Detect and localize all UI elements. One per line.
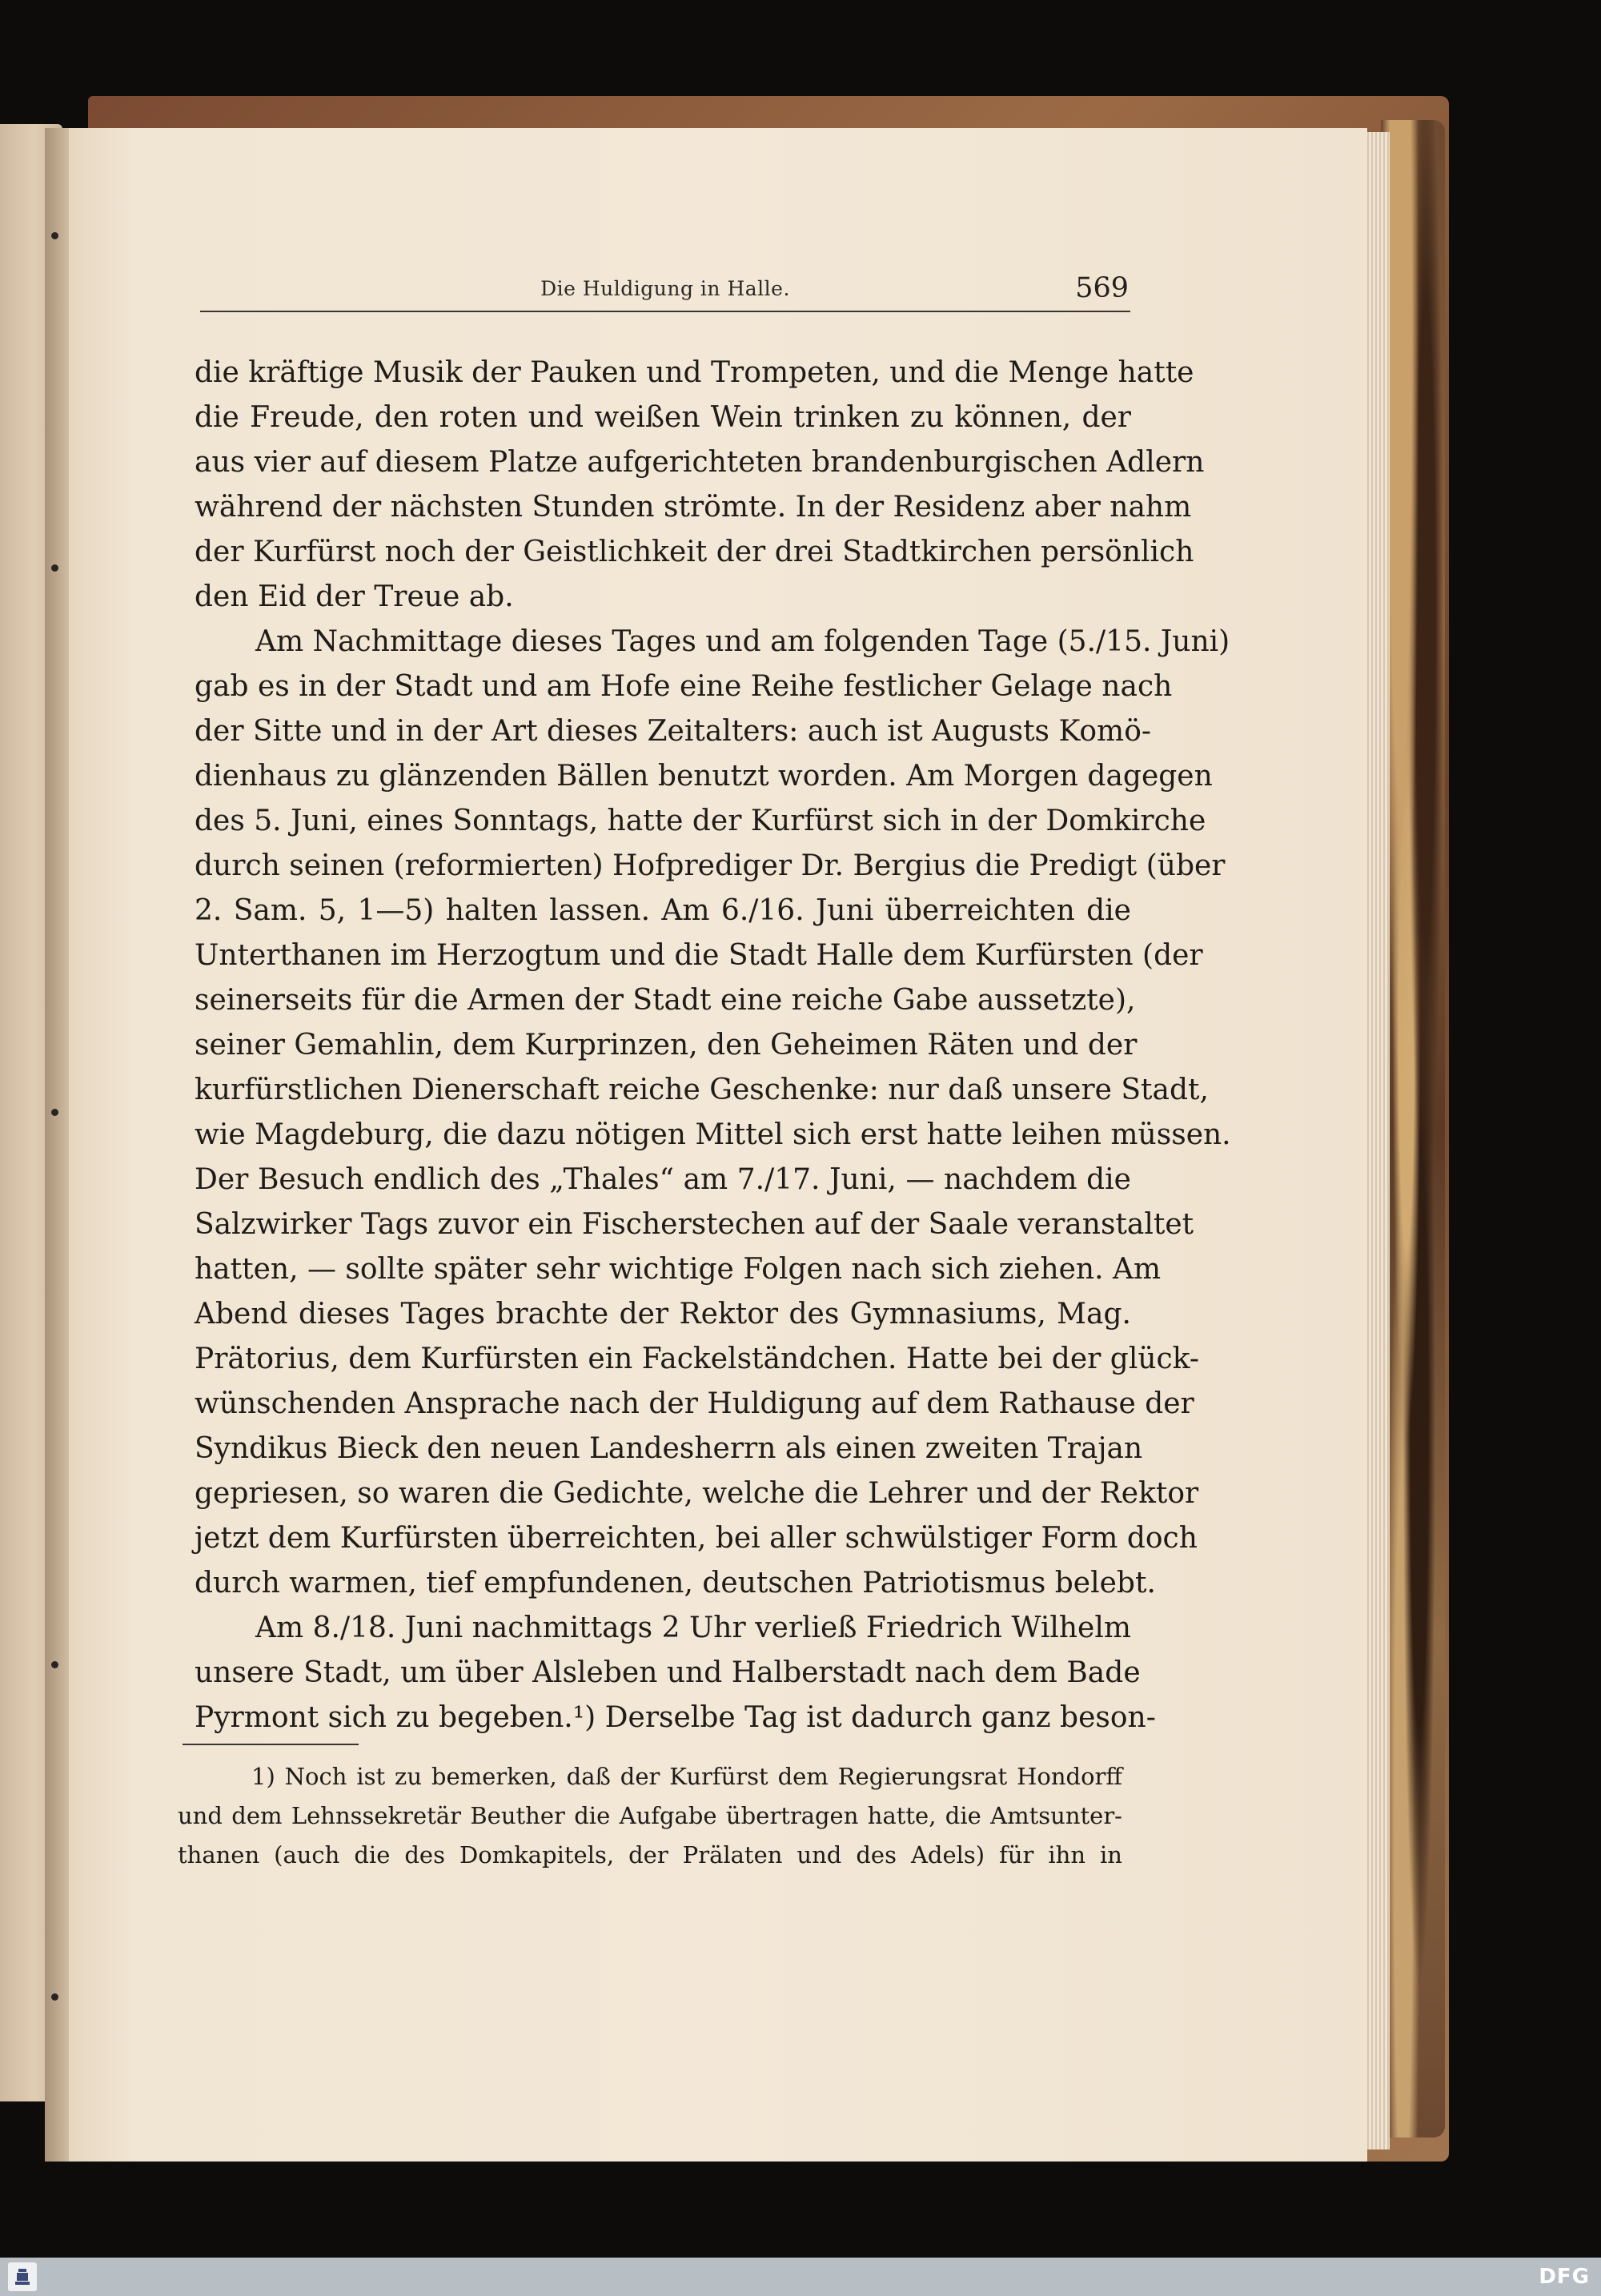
text-line: die Freude, den roten und weißen Wein trinken zu können, der [195, 401, 1131, 434]
running-title: Die Huldigung in Halle. [540, 277, 790, 300]
binding-hole [51, 1993, 58, 2001]
text-line: gab es in der Stadt und am Hofe eine Reihe festlicher Gelage nach [195, 670, 1173, 703]
text-line: seiner Gemahlin, dem Kurprinzen, den Geheimen Räten und der [195, 1029, 1138, 1062]
text-line: unsere Stadt, um über Alsleben und Halberstadt nach dem Bade [195, 1656, 1141, 1689]
footnote-line: und dem Lehnssekretär Beuther die Aufgabe übertragen hatte, die Amtsunter- [178, 1802, 1122, 1829]
text-line: Prätorius, dem Kurfürsten ein Fackelständchen. Hatte bei der glück- [195, 1343, 1200, 1375]
text-line: der Kurfürst noch der Geistlichkeit der drei Stadtkirchen persönlich [195, 536, 1194, 568]
text-line: dienhaus zu glänzenden Bällen benutzt worden. Am Morgen dagegen [195, 760, 1213, 793]
text-line: wie Magdeburg, die dazu nötigen Mittel sich erst hatte leihen müssen. [195, 1118, 1231, 1151]
text-line: Am Nachmittage dieses Tages und am folgenden Tage (5./15. Juni) [255, 625, 1230, 658]
text-line: Pyrmont sich zu begeben.¹) Derselbe Tag ist dadurch ganz beson- [195, 1701, 1156, 1734]
footnote-rule [183, 1744, 359, 1745]
body-text [195, 351, 1231, 1740]
library-logo-icon [8, 2262, 37, 2291]
text-line: des 5. Juni, eines Sonntags, hatte der Kurfürst sich in der Domkirche [195, 805, 1206, 837]
text-line: wünschenden Ansprache nach der Huldigung auf dem Rathause der [195, 1387, 1194, 1420]
footnote [178, 1757, 1122, 1875]
text-line: Der Besuch endlich des „Thales“ am 7./17. Juni, — nachdem die [195, 1163, 1131, 1196]
text-line: aus vier auf diesem Platze aufgerichteten brandenburgischen Adlern [195, 446, 1205, 479]
text-line: durch seinen (reformierten) Hofprediger Dr. Bergius die Predigt (über [195, 849, 1226, 882]
text-line: durch warmen, tief empfundenen, deutschen Patriotismus belebt. [195, 1567, 1156, 1600]
binding-hole [51, 1661, 58, 1668]
marbled-board [1381, 120, 1445, 2137]
viewer-footer-bar [0, 2258, 1601, 2296]
text-line: den Eid der Treue ab. [195, 580, 514, 613]
footnote-line: 1) Noch ist zu bemerken, daß der Kurfürst dem Regierungsrat Hondorff [251, 1763, 1122, 1790]
text-line: 2. Sam. 5, 1—5) halten lassen. Am 6./16. Juni überreichten die [195, 894, 1131, 927]
text-line: die kräftige Musik der Pauken und Trompeten, und die Menge hatte [195, 356, 1194, 389]
text-line: Am 8./18. Juni nachmittags 2 Uhr verließ Friedrich Wilhelm [255, 1612, 1131, 1644]
binding-hole [51, 232, 58, 239]
text-line: Abend dieses Tages brachte der Rektor des Gymnasiums, Mag. [195, 1298, 1131, 1331]
text-line: Salzwirker Tags zuvor ein Fischerstechen auf der Saale veranstaltet [195, 1208, 1194, 1241]
text-line: jetzt dem Kurfürsten überreichten, bei aller schwülstiger Form doch [195, 1522, 1198, 1555]
text-line: kurfürstlichen Dienerschaft reiche Geschenke: nur daß unsere Stadt, [195, 1074, 1209, 1106]
footnote-line: thanen (auch die des Domkapitels, der Prälaten und des Adels) für ihn in [178, 1841, 1122, 1869]
binding-gutter [45, 128, 72, 2162]
text-line: gepriesen, so waren die Gedichte, welche die Lehrer und der Rektor [195, 1477, 1199, 1510]
page-number: 569 [1075, 272, 1129, 304]
text-line: während der nächsten Stunden strömte. In der Residenz aber nahm [195, 491, 1192, 524]
binding-hole [51, 1109, 58, 1116]
text-line: hatten, — sollte später sehr wichtige Folgen nach sich ziehen. Am [195, 1253, 1162, 1286]
text-line: der Sitte und in der Art dieses Zeitalters: auch ist Augusts Komö- [195, 715, 1152, 748]
text-line: seinerseits für die Armen der Stadt eine reiche Gabe aussetzte), [195, 984, 1136, 1017]
dfg-logo: DFG [1539, 2265, 1590, 2289]
binding-hole [51, 564, 58, 572]
text-line: Syndikus Bieck den neuen Landesherrn als einen zweiten Trajan [195, 1432, 1143, 1465]
running-head [200, 272, 1130, 312]
text-line: Unterthanen im Herzogtum und die Stadt Halle dem Kurfürsten (der [195, 939, 1203, 972]
